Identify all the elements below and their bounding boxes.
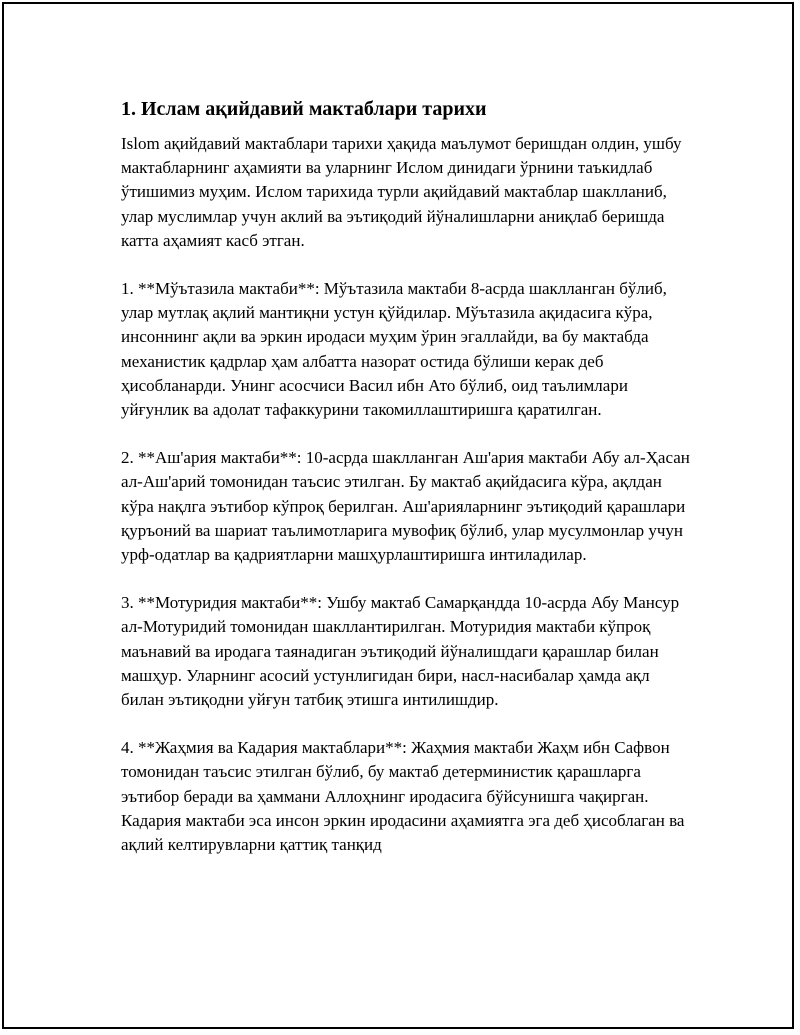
paragraph-jahmiya-qadariya: 4. **Жаҳмия ва Кадария мактаблари**: Жаҳмия мактаби Жаҳм ибн Сафвон томонидан таъсис этилган бўлиб, бу мактаб детерминистик қарашларга эътибор беради ва ҳаммани Аллоҳнинг иродасига бўйсунишга чақирган. Кадария мактаби эса инсон эркин иродасини аҳамиятга эга деб ҳисоблаган ва ақлий келтирувларни қаттиқ танқид [121,738,685,855]
page-frame [2,2,794,1029]
section-heading: 1. Ислам ақийдавий мактаблари тарихи [121,98,487,120]
document-body [121,96,691,881]
intro-paragraph: Islom ақийдавий мактаблари тарихи ҳақида маълумот беришдан олдин, ушбу мактабларнинг аҳамияти ва уларнинг Ислом динидаги ўрнини таъкидлаб ўтишимиз муҳим. Ислом тарихида турли ақийдавий мактаблар шаклланиб, улар муслимлар учун аклий ва эътиқодий йўналишларни аниқлаб беришда катта аҳамият касб этган. [121,134,682,250]
paragraph-moturidiya: 3. **Мотуридия мактаби**: Ушбу мактаб Самарқандда 10-асрда Абу Мансур ал-Мотуридий томонидан шакллантирилган. Мотуридия мактаби кўпроқ маънавий ва иродага таянадиган эътиқодий йўналишдаги қарашлар билан машҳур. Уларнинг асосий устунлигидан бири, насл-насибалар ҳамда ақл билан эътиқодни уйғун татбиқ этишга интилишдир. [121,593,680,710]
paragraph-ashariya: 2. **Аш'ария мактаби**: 10-асрда шаклланган Аш'ария мактаби Абу ал-Ҳасан ал-Аш'арий томонидан таъсис этилган. Бу мактаб ақийдасига кўра, ақлдан кўра нақлга эътибор кўпроқ берилган. Аш'арияларнинг эътиқодий қарашлари қуръоний ва шариат таълимотларига мувофиқ бўлиб, улар мусулмонлар учун урф-одатлар ва қадриятларни машҳурлаштиришга интиладилар. [121,448,690,565]
paragraph-mutazila: 1. **Мўътазила мактаби**: Мўътазила мактаби 8-асрда шаклланган бўлиб, улар мутлақ ақлий мантиқни устун қўйдилар. Мўътазила ақидасига кўра, инсоннинг ақли ва эркин иродаси муҳим ўрин эгаллайди, ва бу мактабда механистик қадрлар ҳам албатта назорат остида бўлиши керак деб ҳисобланарди. Унинг асосчиси Васил ибн Ато бўлиб, оид таълимлари уйғунлик ва адолат тафаккурини такомиллаштиришга қаратилган. [121,279,667,420]
